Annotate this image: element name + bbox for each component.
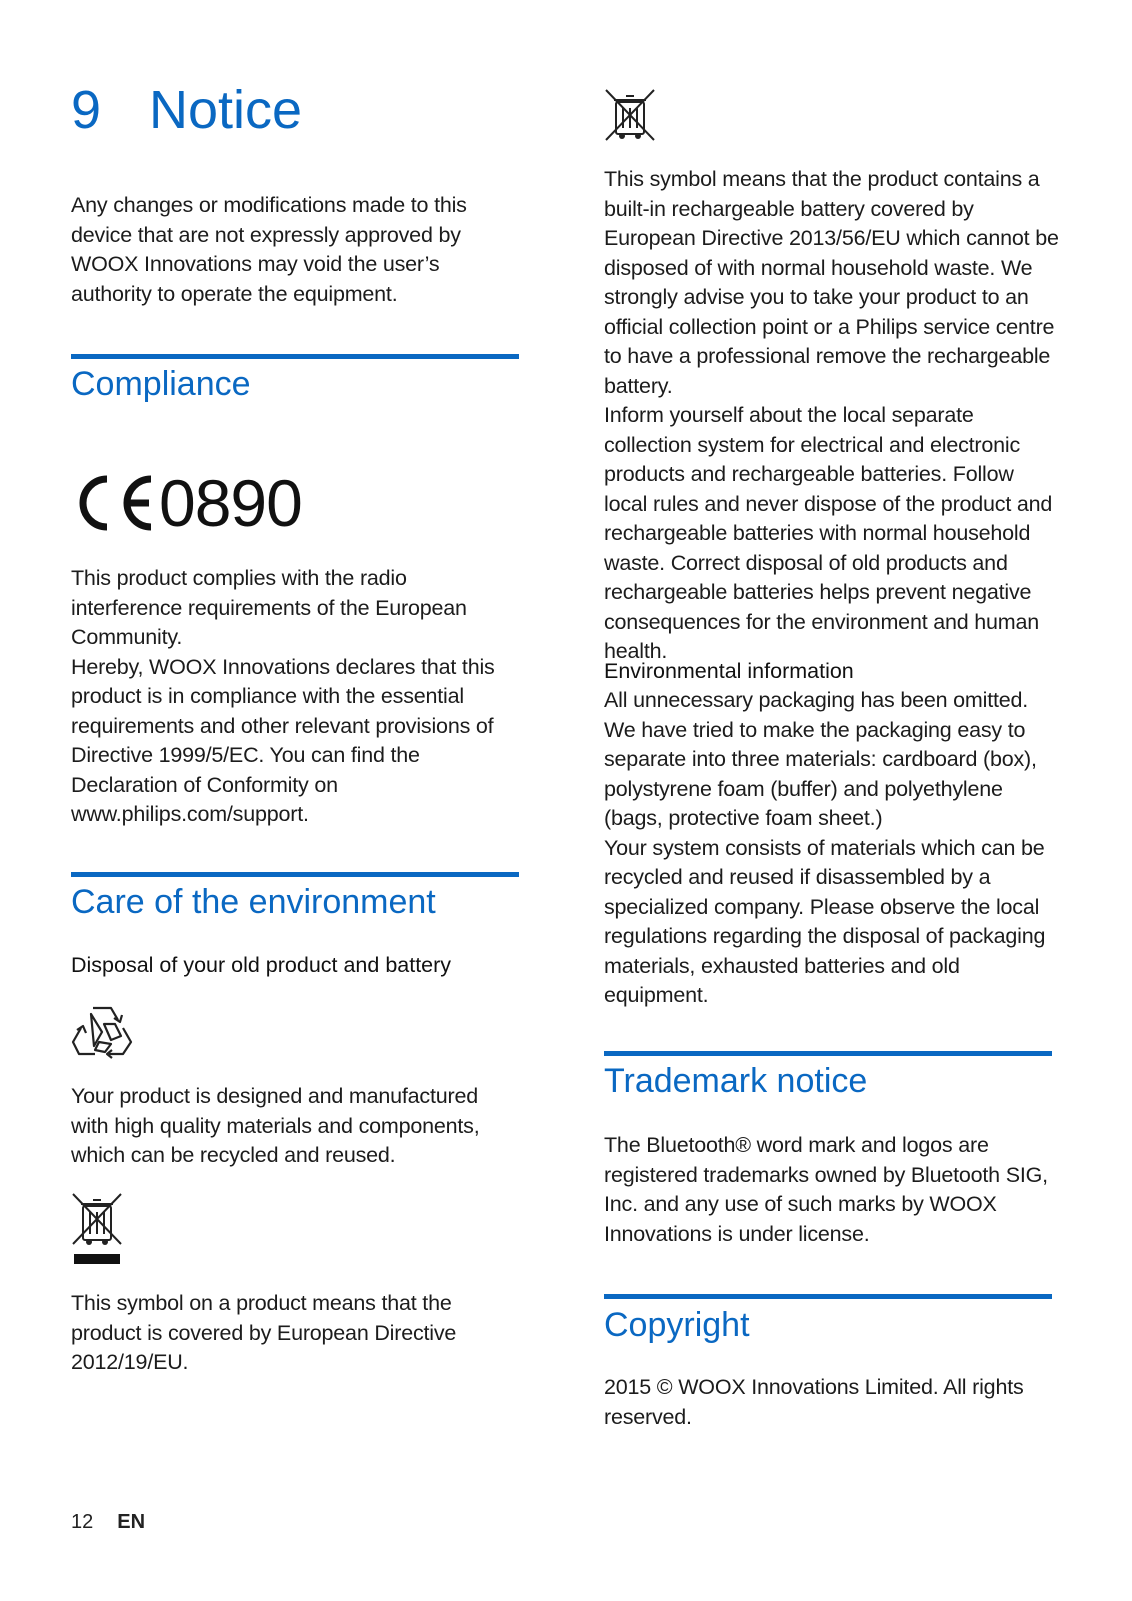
copyright-rule [604,1294,1052,1299]
disposal-subheading: Disposal of your old product and battery [71,953,452,977]
page-footer [71,1510,145,1534]
env-info-heading: Environmental information [604,659,854,683]
compliance-text: This product complies with the radio interference requirements of the European Community. Hereby, WOOX Innovations declares that this product is in compliance with the essential requirements and other relevant provisions of Directive 1999/5/EC. You can find the Declaration of Conformity on www.philips.com/support. [71,566,495,826]
language-code: EN [117,1511,146,1533]
battery-text: This symbol means that the product contains a built-in rechargeable battery covered by European Directive 2013/56/EU which cannot be disposed of with normal household waste. We strongly advise you to take your product to an official collection point or a Philips service centre to have a professional remove the rechargeable battery. Inform yourself about the local separate collection system for electrical and electronic products and rechargeable batteries. Follow local rules and never dispose of the product and rechargeable batteries with normal household waste. Correct disposal of old products and rechargeable batteries helps prevent negative consequences for the environment and human health. [604,167,1059,663]
recycle-icon [71,1000,133,1062]
trademark-text: The Bluetooth® word mark and logos are registered trademarks owned by Bluetooth SIG, Inc. and any use of such marks by WOOX Innovations is under license. [604,1133,1048,1246]
environment-rule [71,872,519,877]
chapter-number: 9 [71,80,102,140]
chapter-name: Notice [149,80,303,140]
compliance-heading: Compliance [71,365,251,403]
chapter-title [71,78,302,142]
page-number: 12 [71,1511,94,1533]
environment-heading: Care of the environment [71,883,436,921]
weee-text: This symbol on a product means that the product is covered by European Directive 2012/19/EU. [71,1291,457,1374]
ce-mark-icon [71,473,155,533]
copyright-text: 2015 © WOOX Innovations Limited. All rights reserved. [604,1375,1024,1429]
compliance-rule [71,354,519,359]
ce-mark [71,468,302,538]
copyright-heading: Copyright [604,1306,750,1344]
env-info-text: All unnecessary packaging has been omitted. We have tried to make the packaging easy to separate into three materials: cardboard (box), polystyrene foam (buffer) and polyethylene (bags, protective foam sheet.) Your system consists of materials which can be recycled and reused if disassembled by a specialized company. Please observe the local regulations regarding the disposal of packaging materials, exhausted batteries and old equipment. [604,688,1046,1007]
intro-text: Any changes or modifications made to this device that are not expressly approved by WOOX Innovations may void the user’s authority to operate the equipment. [71,193,467,306]
crossed-bin-bar-icon [71,1192,125,1268]
trademark-heading: Trademark notice [604,1062,868,1100]
ce-notified-body-number: 0890 [159,466,302,540]
trademark-rule [604,1051,1052,1056]
recycle-text: Your product is designed and manufactured with high quality materials and components, which can be recycled and reused. [71,1084,480,1167]
crossed-bin-icon [604,88,656,142]
